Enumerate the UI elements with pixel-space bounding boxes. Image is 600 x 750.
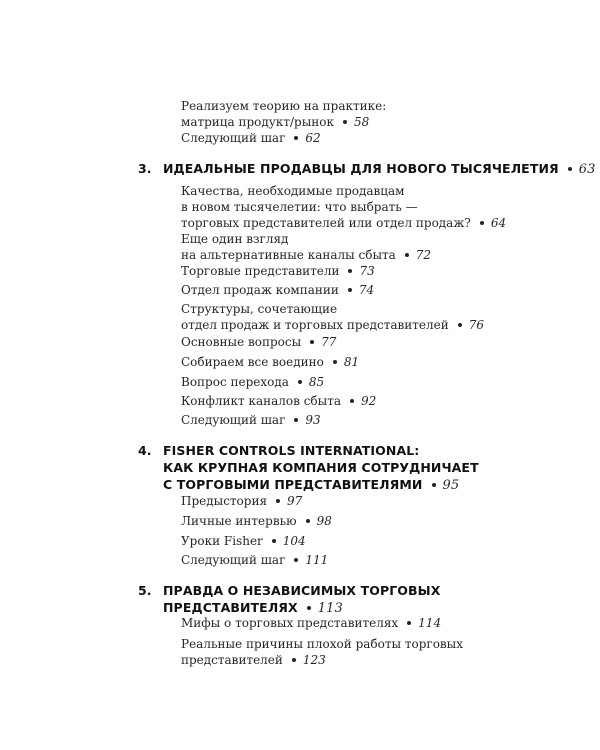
bullet-dot <box>292 658 296 662</box>
entry-line: Конфликт каналов сбыта <box>181 394 341 408</box>
entry-line: Личные интервью <box>181 514 297 528</box>
entry-line: в новом тысячелетии: что выбрать — <box>181 200 418 214</box>
toc-entry-fisher-lessons <box>181 533 501 549</box>
entry-line: Уроки Fisher <box>181 534 263 548</box>
chapter-number: 5. <box>138 583 152 598</box>
entry-line: Реализуем теорию на практике: <box>181 99 387 113</box>
chapter-title: FISHER CONTROLS INTERNATIONAL: <box>163 443 420 458</box>
bullet-dot <box>276 499 280 503</box>
entry-line: Реальные причины плохой работы торговых <box>181 637 463 651</box>
page-number: 63 <box>578 162 596 177</box>
chapter-title: ИДЕАЛЬНЫЕ ПРОДАВЦЫ ДЛЯ НОВОГО ТЫСЯЧЕЛЕТИЯ <box>163 161 559 176</box>
toc-entry-sales-dept <box>181 282 501 298</box>
page-number: 97 <box>287 494 303 508</box>
toc-entry-putting-together <box>181 354 501 370</box>
bullet-dot <box>306 519 310 523</box>
entry-line: на альтернативные каналы сбыта <box>181 248 396 262</box>
toc-entry-hybrid-structures <box>181 301 501 333</box>
bullet-dot <box>310 340 314 344</box>
chapter-number: 3. <box>138 161 152 176</box>
page-number: 85 <box>308 375 325 389</box>
page-number: 98 <box>316 514 332 528</box>
bullet-dot <box>272 539 276 543</box>
entry-line: Следующий шаг <box>181 131 286 145</box>
bullet-dot <box>294 136 298 140</box>
entry-line: Структуры, сочетающие <box>181 302 338 316</box>
page-number: 95 <box>442 478 460 493</box>
page-number: 77 <box>321 335 337 349</box>
bullet-dot <box>298 380 302 384</box>
page-number: 93 <box>305 413 321 427</box>
bullet-dot <box>458 323 462 327</box>
toc-entry-next-step <box>181 552 501 568</box>
toc-entry-key-questions <box>181 334 501 350</box>
page-number: 76 <box>468 318 485 332</box>
entry-line: представителей <box>181 653 283 667</box>
page-number: 111 <box>305 553 329 567</box>
entry-line: Предыстория <box>181 494 268 508</box>
chapter-number: 4. <box>138 443 152 458</box>
bullet-dot <box>307 606 311 610</box>
entry-line: Мифы о торговых представителях <box>181 616 399 630</box>
bullet-dot <box>348 269 352 273</box>
page-number: 104 <box>282 534 306 548</box>
entry-line: торговых представителей или отдел продаж? <box>181 216 471 230</box>
toc-entry-next-step <box>181 412 501 428</box>
bullet-dot <box>294 558 298 562</box>
bullet-dot <box>294 418 298 422</box>
chapter-title: ПРАВДА О НЕЗАВИСИМЫХ ТОРГОВЫХ <box>163 583 441 598</box>
page-number: 72 <box>415 248 432 262</box>
toc-entry-real-reasons <box>181 636 501 668</box>
bullet-dot <box>350 399 354 403</box>
toc-entry-channel-conflict <box>181 393 501 409</box>
toc-entry-interviews <box>181 513 501 529</box>
entry-line: Вопрос перехода <box>181 375 289 389</box>
chapter-title: С ТОРГОВЫМИ ПРЕДСТАВИТЕЛЯМИ <box>163 477 423 492</box>
toc-entry-reps <box>181 263 501 279</box>
toc-entry-alt-channels <box>181 231 501 263</box>
toc-entry-next-step <box>181 130 501 146</box>
toc-entry-myths <box>181 615 501 631</box>
bullet-dot <box>432 483 436 487</box>
page-number: 73 <box>359 264 375 278</box>
page-number: 92 <box>361 394 377 408</box>
page-number: 113 <box>317 601 343 616</box>
entry-line: Торговые представители <box>181 264 340 278</box>
page-number: 62 <box>305 131 321 145</box>
bullet-dot <box>333 360 337 364</box>
page-number: 114 <box>418 616 442 630</box>
bullet-dot <box>568 167 572 171</box>
toc-entry-product-market-matrix <box>181 98 501 130</box>
entry-line: Качества, необходимые продавцам <box>181 184 405 198</box>
page-number: 123 <box>302 653 326 667</box>
page-number: 64 <box>490 216 507 230</box>
toc-entry-transition <box>181 374 501 390</box>
bullet-dot <box>480 221 484 225</box>
entry-line: матрица продукт/рынок <box>181 115 334 129</box>
bullet-dot <box>348 288 352 292</box>
page-number: 74 <box>358 283 375 297</box>
entry-line: Следующий шаг <box>181 553 286 567</box>
entry-line: Основные вопросы <box>181 335 302 349</box>
page-number: 81 <box>343 355 360 369</box>
page-number: 58 <box>353 115 370 129</box>
entry-line: Еще один взгляд <box>181 232 289 246</box>
toc-entry-qualities <box>181 183 507 231</box>
chapter-title: КАК КРУПНАЯ КОМПАНИЯ СОТРУДНИЧАЕТ <box>163 460 479 475</box>
entry-line: Следующий шаг <box>181 413 286 427</box>
entry-line: Отдел продаж компании <box>181 283 339 297</box>
bullet-dot <box>343 120 347 124</box>
bullet-dot <box>407 621 411 625</box>
entry-line: отдел продаж и торговых представителей <box>181 318 449 332</box>
chapter-title: ПРЕДСТАВИТЕЛЯХ <box>163 600 298 615</box>
toc-entry-background <box>181 493 501 509</box>
entry-line: Собираем все воедино <box>181 355 324 369</box>
bullet-dot <box>405 253 409 257</box>
